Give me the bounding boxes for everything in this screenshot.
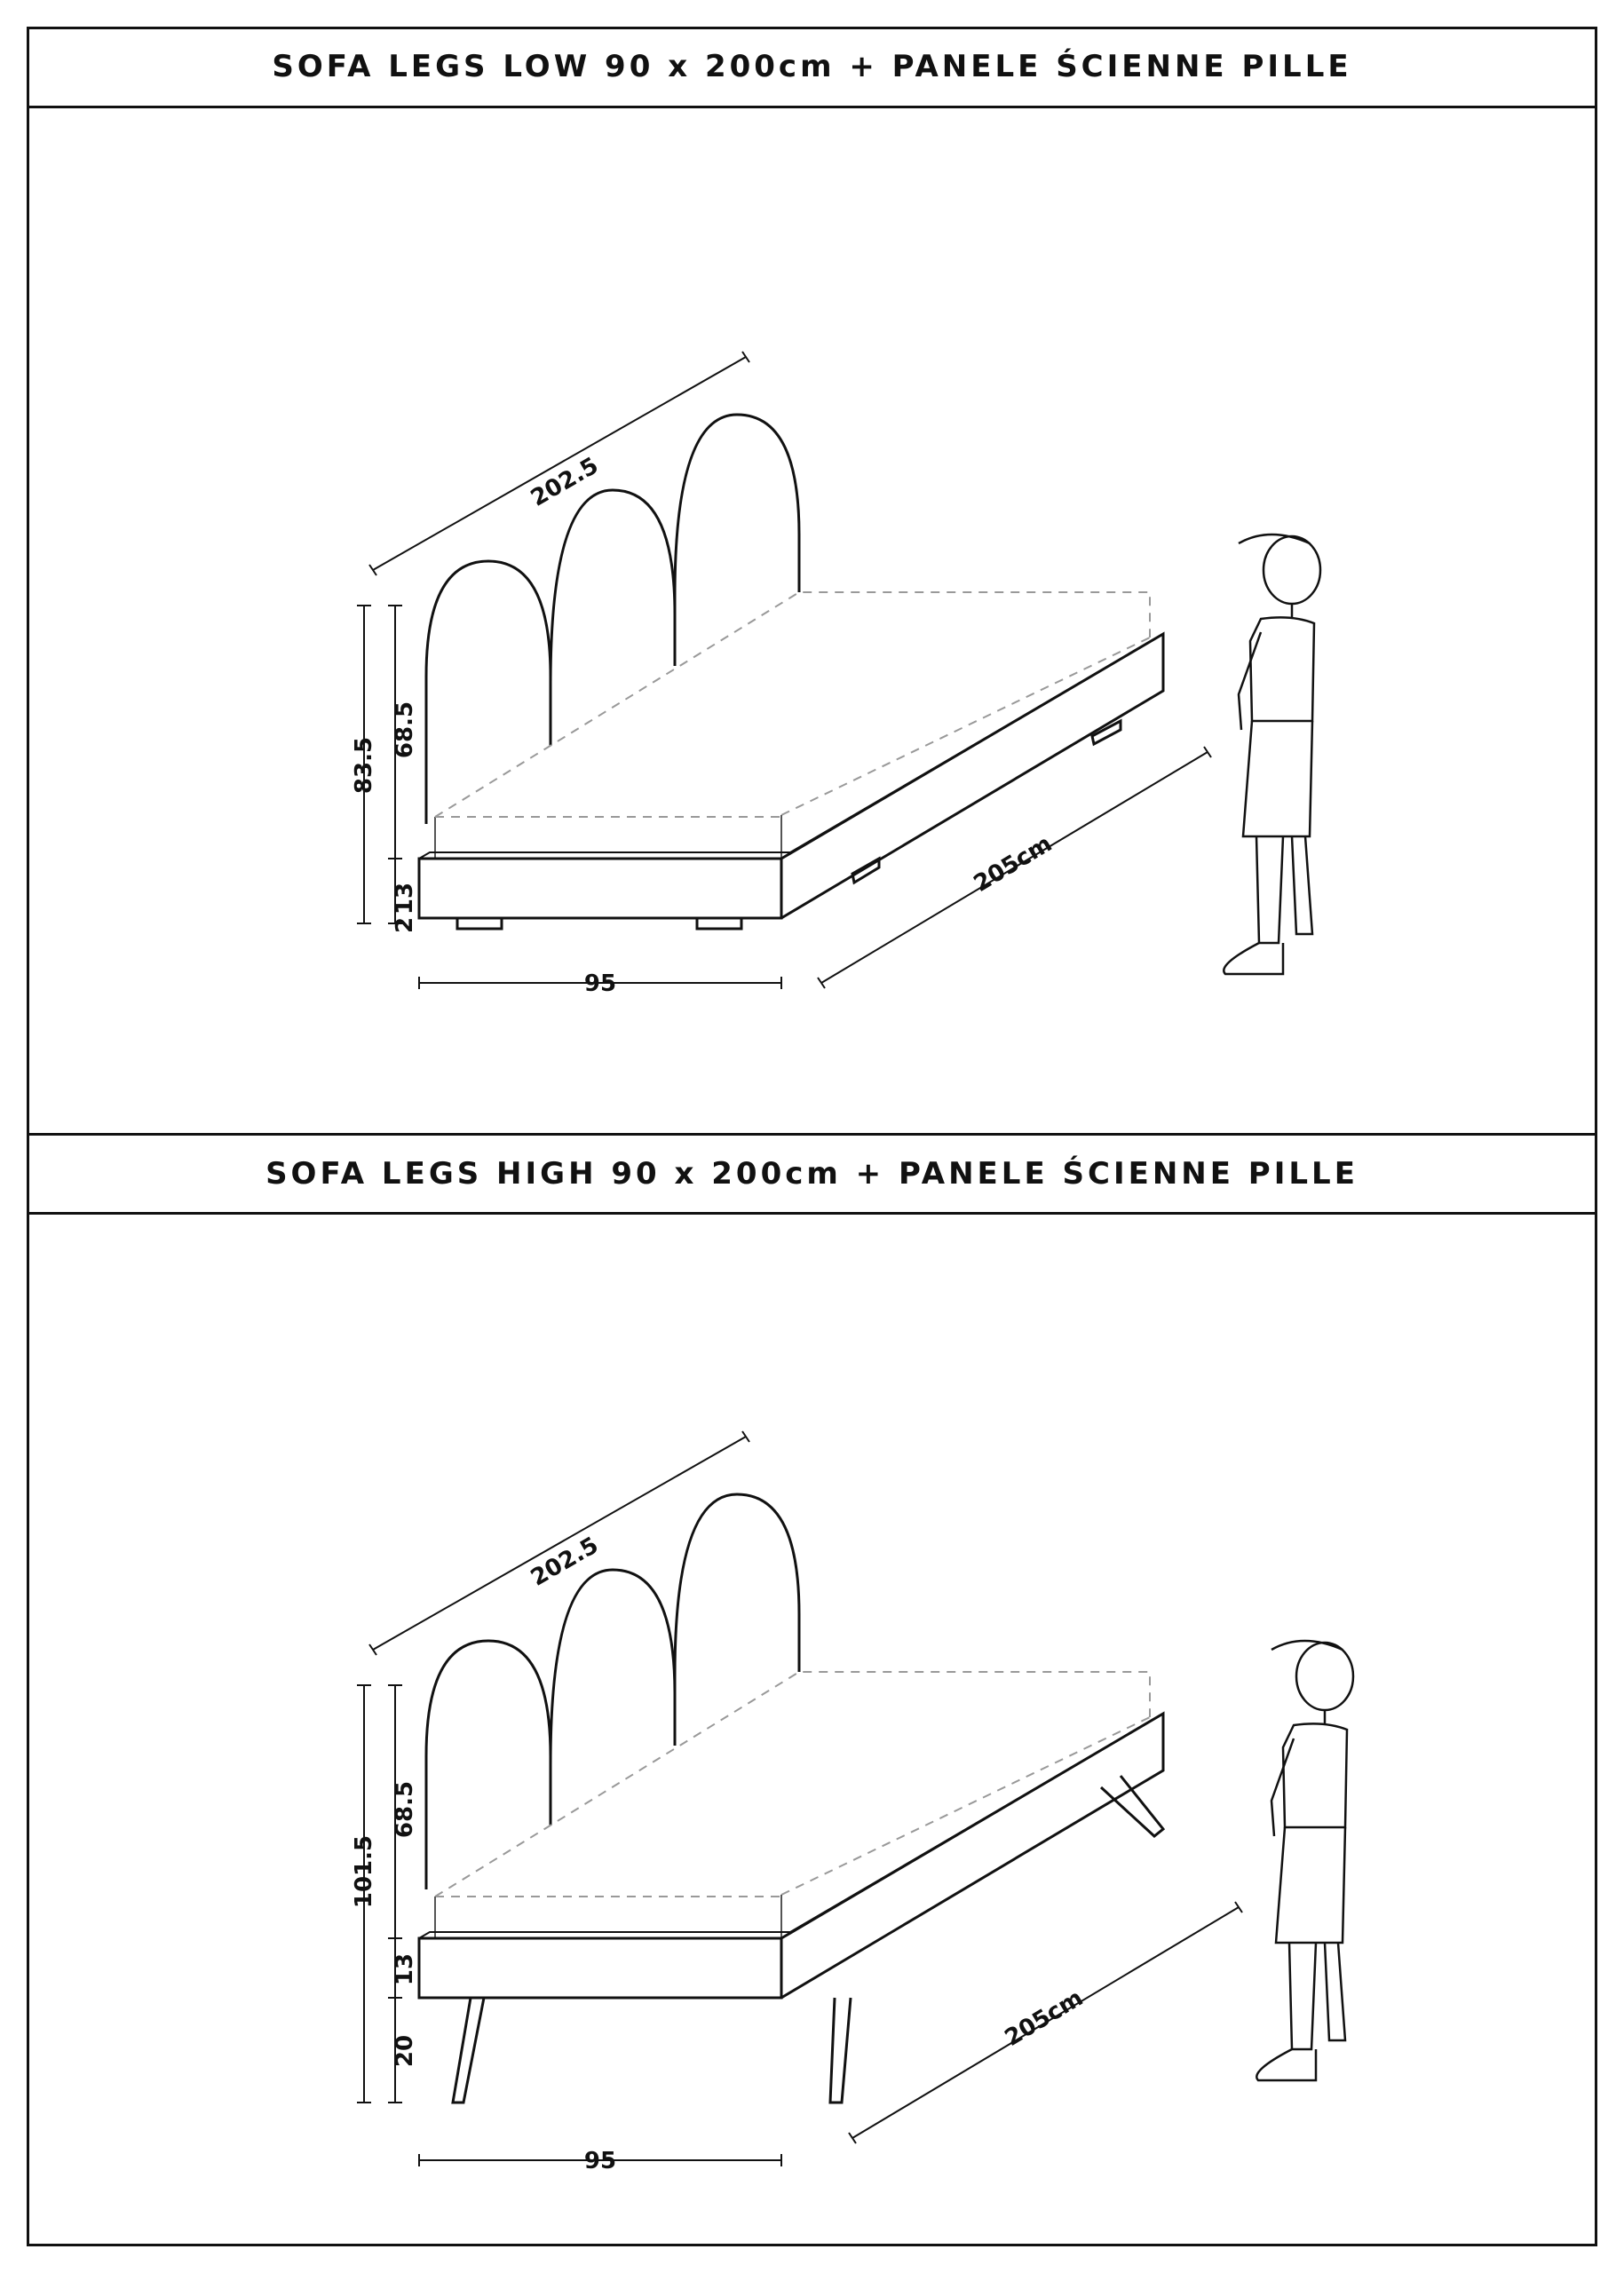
sofa-frame-front [419,1938,781,1998]
sofa-high-diagram [0,1215,1624,2236]
wall-panel-right [675,1494,799,1746]
wall-panel-left [426,561,551,824]
dimension-frame-height: 13 [392,882,418,915]
wall-panel-left [426,1641,551,1889]
section-title: SOFA LEGS HIGH 90 x 200cm + PANELE ŚCIENNE PILLE [265,1156,1359,1192]
dimension-total-height: 101.5 [351,1834,377,1909]
sofa-frame-side [781,1714,1163,1998]
wall-panel-right [675,415,799,666]
child-figure [1224,535,1320,974]
dimension-width: 95 [583,970,617,997]
dimension-length-panels: 202.5 [526,452,604,512]
dimension-leg-height: 2 [392,916,418,934]
leg [457,918,502,929]
child-figure [1256,1641,1353,2080]
leg [852,859,879,883]
dimension-width: 95 [583,2148,617,2174]
leg [1101,1776,1163,1836]
sofa-frame-front [419,859,781,918]
dimension-frame-height: 13 [392,1952,418,1986]
leg [453,1998,484,2103]
sofa-low-diagram [0,108,1624,1129]
dimension-length: 205cm [969,830,1058,898]
dimension-length: 205cm [1000,1984,1089,2052]
leg [697,918,741,929]
dimension-length-panels: 202.5 [526,1532,604,1592]
section-title-bar-high [27,1133,1597,1215]
section-title: SOFA LEGS LOW 90 x 200cm + PANELE ŚCIENNE PILLE [272,48,1352,84]
dimension-leg-height: 20 [392,2034,418,2068]
dimension-total-height: 83.5 [351,736,377,795]
dimension-panel-height: 68.5 [392,701,418,759]
dimension-panel-height: 68.5 [392,1780,418,1839]
section-title-bar-low [27,27,1597,108]
leg [830,1998,851,2103]
